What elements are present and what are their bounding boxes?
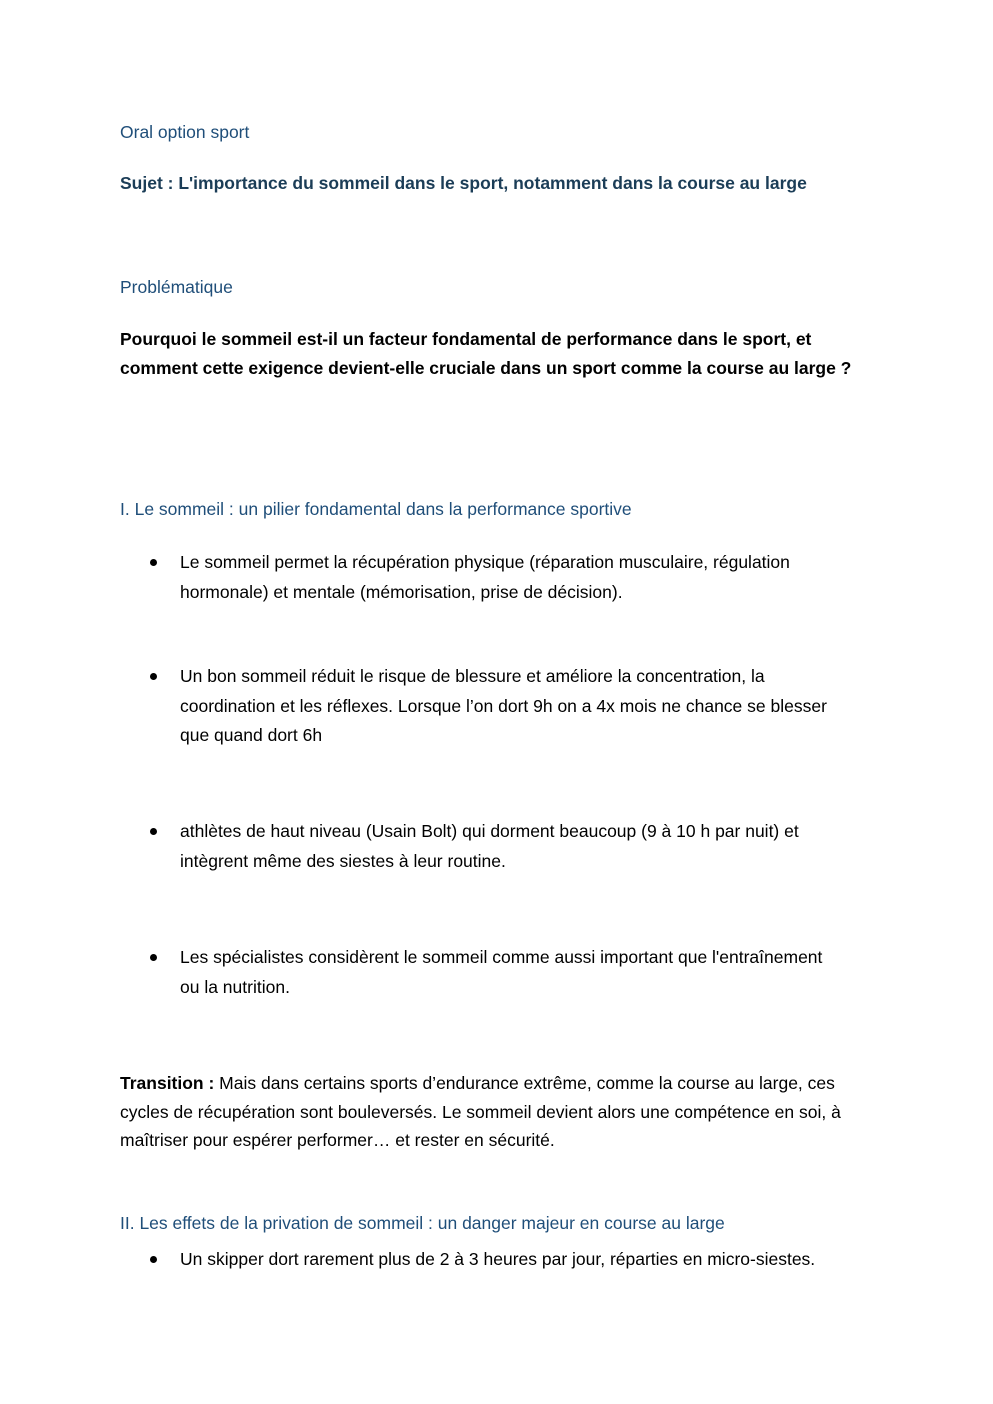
bullet-item [180, 1245, 880, 1275]
bullet-dot [150, 817, 160, 846]
course-title: Oral option sport [120, 122, 250, 142]
section1-heading: I. Le sommeil : un pilier fondamental dans la performance sportive [120, 499, 632, 519]
problem-heading: Problématique [120, 277, 233, 297]
problem-line: Pourquoi le sommeil est-il un facteur fondamental de performance dans le sport, et [120, 329, 812, 349]
bullet-item [180, 548, 880, 607]
bullet-line: athlètes de haut niveau (Usain Bolt) qui dorment beaucoup (9 à 10 h par nuit) et [180, 821, 799, 841]
bullet-dot [150, 548, 160, 577]
bullet-line: intègrent même des siestes à leur routine. [180, 850, 506, 871]
bullet-line: Un skipper dort rarement plus de 2 à 3 heures par jour, réparties en micro-siestes. [180, 1249, 816, 1269]
problem-line: comment cette exigence devient-elle cruciale dans un sport comme la course au large ? [120, 357, 852, 378]
bullet-item [180, 662, 880, 751]
bullet-line: Un bon sommeil réduit le risque de blessure et améliore la concentration, la [180, 666, 765, 686]
subject-title: Sujet : L'importance du sommeil dans le sport, notamment dans la course au large [120, 173, 807, 193]
bullet-item [180, 817, 880, 876]
bullet-dot [150, 662, 160, 691]
bullet-line: hormonale) et mentale (mémorisation, prise de décision). [180, 581, 623, 602]
bullet-line: ou la nutrition. [180, 976, 290, 997]
bullet-line: coordination et les réflexes. Lorsque l’on dort 9h on a 4x mois ne chance se blesser [180, 695, 827, 716]
bullet-line: Les spécialistes considèrent le sommeil comme aussi important que l'entraînement [180, 947, 823, 967]
bullet-dot [150, 1245, 160, 1274]
bullet-line: Le sommeil permet la récupération physique (réparation musculaire, régulation [180, 552, 790, 572]
transition-line [120, 1069, 890, 1098]
bullet-dot [150, 943, 160, 972]
problem-statement [120, 325, 890, 382]
transition-text: Mais dans certains sports d’endurance extrême, comme la course au large, ces [214, 1073, 835, 1093]
transition-line: cycles de récupération sont bouleversés. Le sommeil devient alors une compétence en soi, à [120, 1101, 841, 1122]
transition-label: Transition : [120, 1073, 215, 1093]
bullet-line: que quand dort 6h [180, 725, 323, 745]
transition-line: maîtriser pour espérer performer… et rester en sécurité. [120, 1130, 555, 1150]
transition-paragraph [120, 1069, 890, 1155]
bullet-item [180, 943, 880, 1002]
section2-heading: II. Les effets de la privation de sommeil : un danger majeur en course au large [120, 1213, 725, 1233]
